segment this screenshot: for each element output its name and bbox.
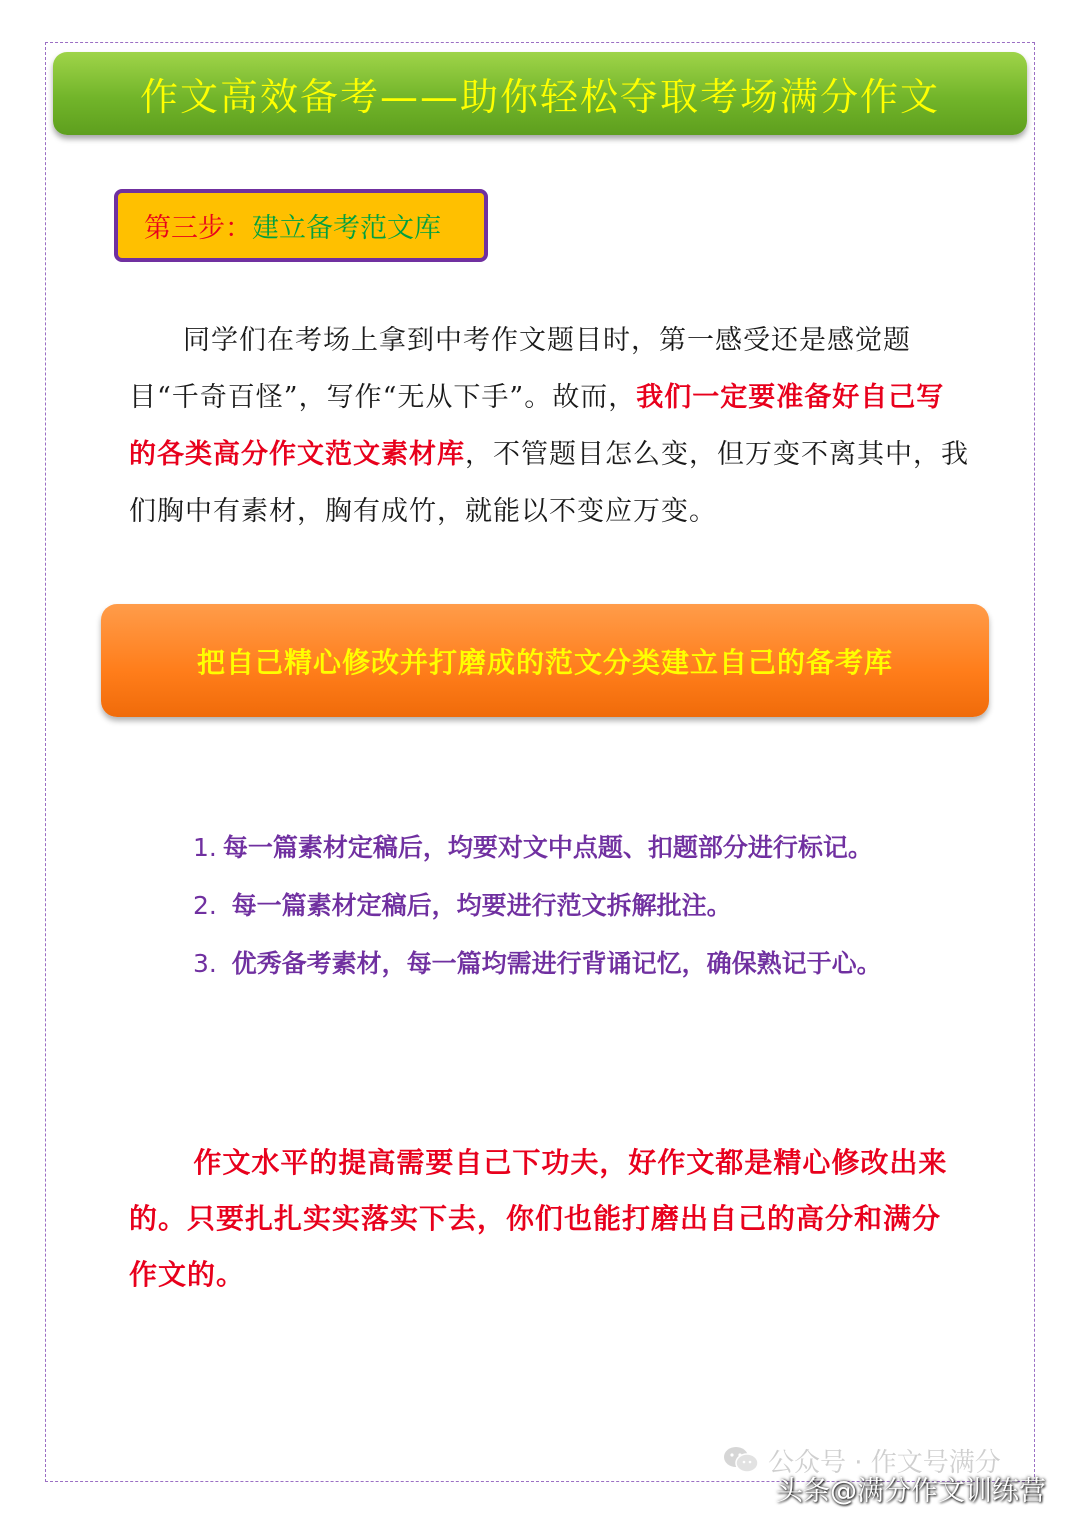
source-watermark: 头条@满分作文训练营 (776, 1476, 1046, 1507)
step-label-box (114, 189, 488, 262)
list-item-number: 3. (193, 949, 217, 978)
section-banner (101, 604, 989, 717)
list-item (193, 825, 993, 883)
title-banner (53, 52, 1027, 135)
list-item-text: 优秀备考素材，每一篇均需进行背诵记忆，确保熟记于心。 (231, 949, 882, 978)
list-item-number: 2. (193, 891, 217, 920)
step-name: 建立备考范文库 (252, 213, 441, 244)
intro-highlight: 我们一定要准备好自己写的各类高分作文范文素材库 (129, 382, 945, 470)
closing-paragraph: 作文水平的提高需要自己下功夫，好作文都是精心修改出来的。只要扎扎实实落实下去，你们也能打磨出自己的高分和满分作文的。 (129, 1146, 948, 1291)
section-banner-text: 把自己精心修改并打磨成的范文分类建立自己的备考库 (196, 645, 893, 679)
steps-list (193, 825, 993, 999)
intro-text-2: ，不管题目怎么变，但万变不离其中，我们胸中有素材，胸有成竹，就能以不变应万变。 (129, 439, 969, 527)
intro-paragraph (129, 312, 969, 540)
list-item-text: 每一篇素材定稿后，均要对文中点题、扣题部分进行标记。 (222, 833, 873, 862)
wechat-icon (722, 1445, 760, 1475)
list-item-text: 每一篇素材定稿后，均要进行范文拆解批注。 (231, 891, 732, 920)
faint-watermark-text: 公众号 · 作文号满分 (768, 1447, 1001, 1478)
step-prefix: 第三步： (144, 213, 252, 244)
page-title: 作文高效备考——助你轻松夺取考场满分作文 (139, 75, 940, 119)
list-item (193, 883, 993, 941)
intro-text-1: 同学们在考场上拿到中考作文题目时，第一感受还是感觉题目“千奇百怪”，写作“无从下手”。故而， (129, 325, 911, 413)
list-item-number: 1. (193, 833, 217, 862)
list-item (193, 941, 993, 999)
